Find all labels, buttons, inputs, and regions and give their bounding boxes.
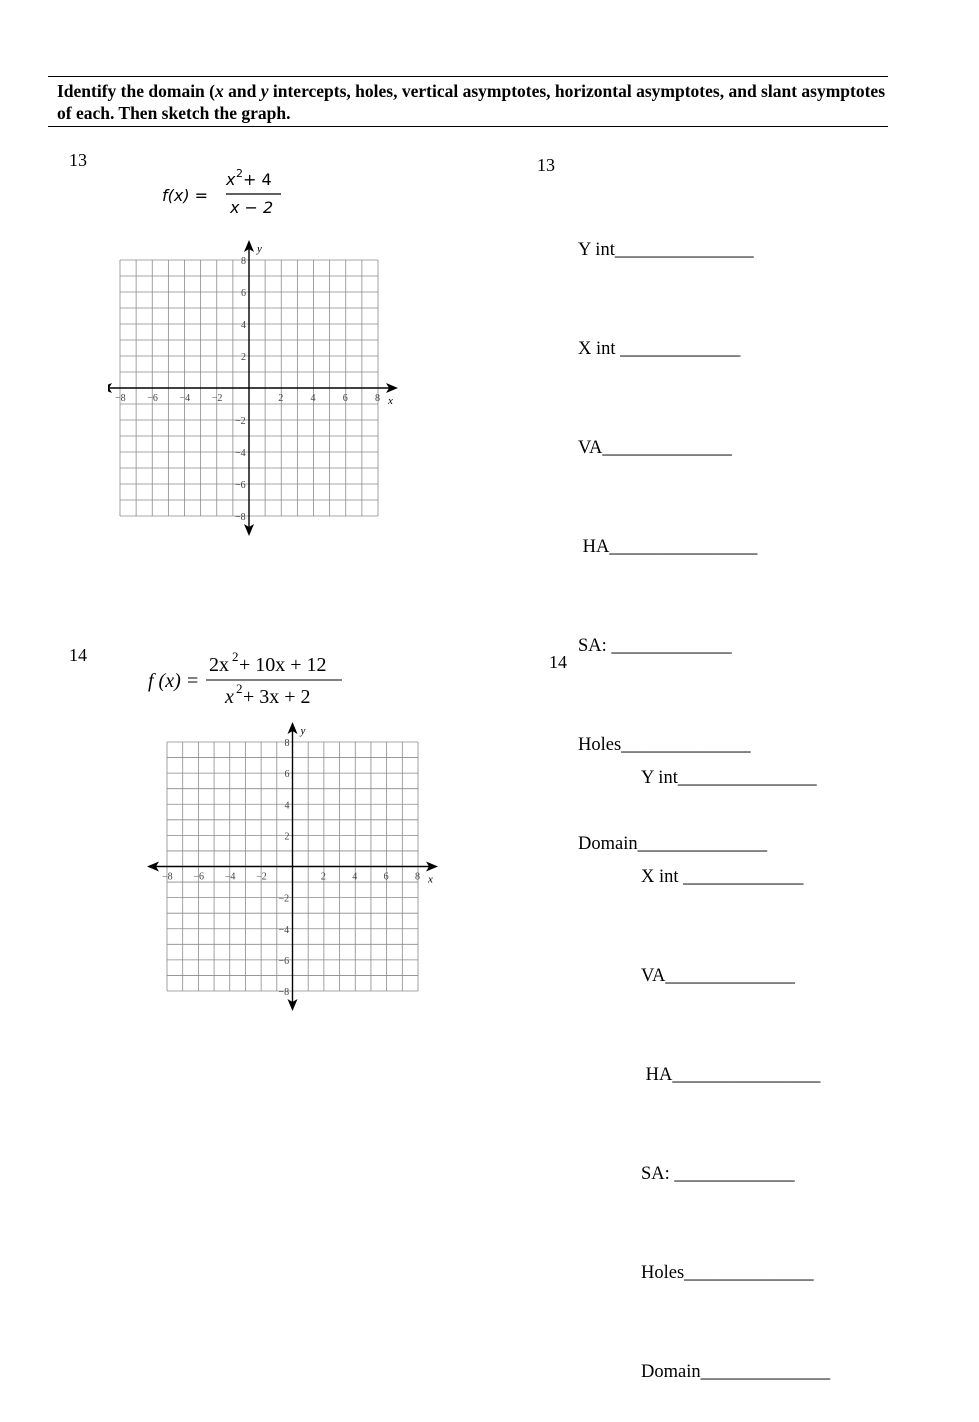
- x-tick-label: −4: [224, 871, 236, 883]
- problem-number-13: 13: [69, 150, 87, 170]
- answer-line[interactable]: Holes______________: [641, 1263, 814, 1283]
- formula-14-den-b: + 3x + 2: [243, 686, 311, 708]
- x-tick-label: 8: [375, 393, 380, 404]
- y-tick-label: −8: [235, 512, 246, 523]
- formula-14-den-a: x: [225, 686, 234, 708]
- answer-line[interactable]: VA______________: [578, 438, 732, 458]
- x-tick-label: 2: [320, 871, 326, 883]
- answer-line[interactable]: Domain______________: [578, 834, 768, 854]
- problem-number-14: 14: [69, 645, 87, 665]
- formula-13-num-base: x: [226, 170, 236, 189]
- x-tick-label: −4: [179, 393, 191, 404]
- x-tick-label: −6: [193, 871, 205, 883]
- graph-13[interactable]: [108, 238, 408, 538]
- answer-line[interactable]: HA________________: [578, 537, 758, 557]
- graph-14[interactable]: [145, 720, 445, 1020]
- answer-line[interactable]: X int _____________: [578, 339, 741, 359]
- answer-line[interactable]: VA______________: [641, 966, 795, 986]
- x-tick-label: 4: [352, 871, 358, 883]
- x-tick-label: 6: [342, 393, 348, 404]
- x-tick-label: 2: [278, 393, 284, 404]
- formula-14-num-b: + 10x + 12: [239, 654, 327, 676]
- answer-line[interactable]: Y int_______________: [578, 240, 754, 260]
- y-tick-label: 8: [241, 256, 246, 267]
- formula-14-den-a-exp: 2: [236, 681, 243, 696]
- formula-14: [146, 650, 356, 710]
- top-rule: [48, 76, 888, 77]
- y-tick-label: −2: [235, 416, 246, 427]
- x-axis-label: x: [388, 395, 393, 407]
- y-axis-label: y: [257, 243, 262, 255]
- bottom-rule: [48, 126, 888, 127]
- formula-14-num-a-exp: 2: [232, 650, 239, 664]
- formula-14-lhs: f (x) =: [148, 670, 200, 692]
- x-tick-label: 6: [383, 871, 389, 883]
- y-tick-label: 6: [241, 288, 246, 299]
- formula-13-num-exp: 2: [236, 167, 243, 180]
- x-tick-label: −2: [256, 871, 267, 883]
- answer-number-14: 14: [549, 652, 567, 672]
- answer-line[interactable]: SA: _____________: [578, 636, 732, 656]
- answer-number-13: 13: [537, 155, 555, 175]
- formula-13: [160, 165, 300, 221]
- y-tick-label: −4: [235, 448, 246, 459]
- y-tick-label: 6: [284, 769, 290, 781]
- answer-line[interactable]: HA________________: [641, 1065, 821, 1085]
- x-tick-label: −6: [147, 393, 158, 404]
- answer-line[interactable]: Holes______________: [578, 735, 751, 755]
- y-tick-label: 2: [284, 831, 290, 843]
- answer-line[interactable]: X int _____________: [641, 867, 804, 887]
- y-tick-label: 4: [241, 320, 246, 331]
- formula-13-lhs: f(x) =: [162, 186, 209, 205]
- x-tick-label: −8: [162, 871, 173, 883]
- formula-13-den: x − 2: [230, 198, 274, 217]
- answer-line[interactable]: Domain______________: [641, 1362, 831, 1382]
- formula-14-num-a: 2x: [209, 654, 229, 676]
- y-axis-label: y: [300, 725, 306, 737]
- y-tick-label: 4: [284, 800, 290, 812]
- x-axis-label: x: [428, 873, 433, 886]
- y-tick-label: −2: [278, 893, 290, 905]
- y-tick-label: −6: [278, 955, 290, 967]
- x-tick-label: −2: [211, 393, 223, 404]
- y-tick-label: 8: [284, 738, 290, 749]
- y-tick-label: −8: [278, 987, 290, 998]
- y-tick-label: 2: [241, 352, 246, 363]
- x-tick-label: 8: [415, 871, 420, 883]
- instructions: Identify the domain (x and y intercepts, holes, vertical asymptotes, horizontal asymptotes, and slant asymptotes of each. Then sketch the graph.: [57, 81, 886, 123]
- answer-line[interactable]: Y int_______________: [641, 768, 817, 788]
- y-tick-label: −4: [278, 924, 290, 936]
- x-tick-label: 4: [310, 393, 316, 404]
- x-tick-label: −8: [115, 393, 126, 404]
- answer-line[interactable]: SA: _____________: [641, 1164, 795, 1184]
- formula-13-num-rest: + 4: [243, 170, 272, 189]
- y-tick-label: −6: [235, 480, 246, 491]
- answer-lines-14: [641, 696, 830, 1422]
